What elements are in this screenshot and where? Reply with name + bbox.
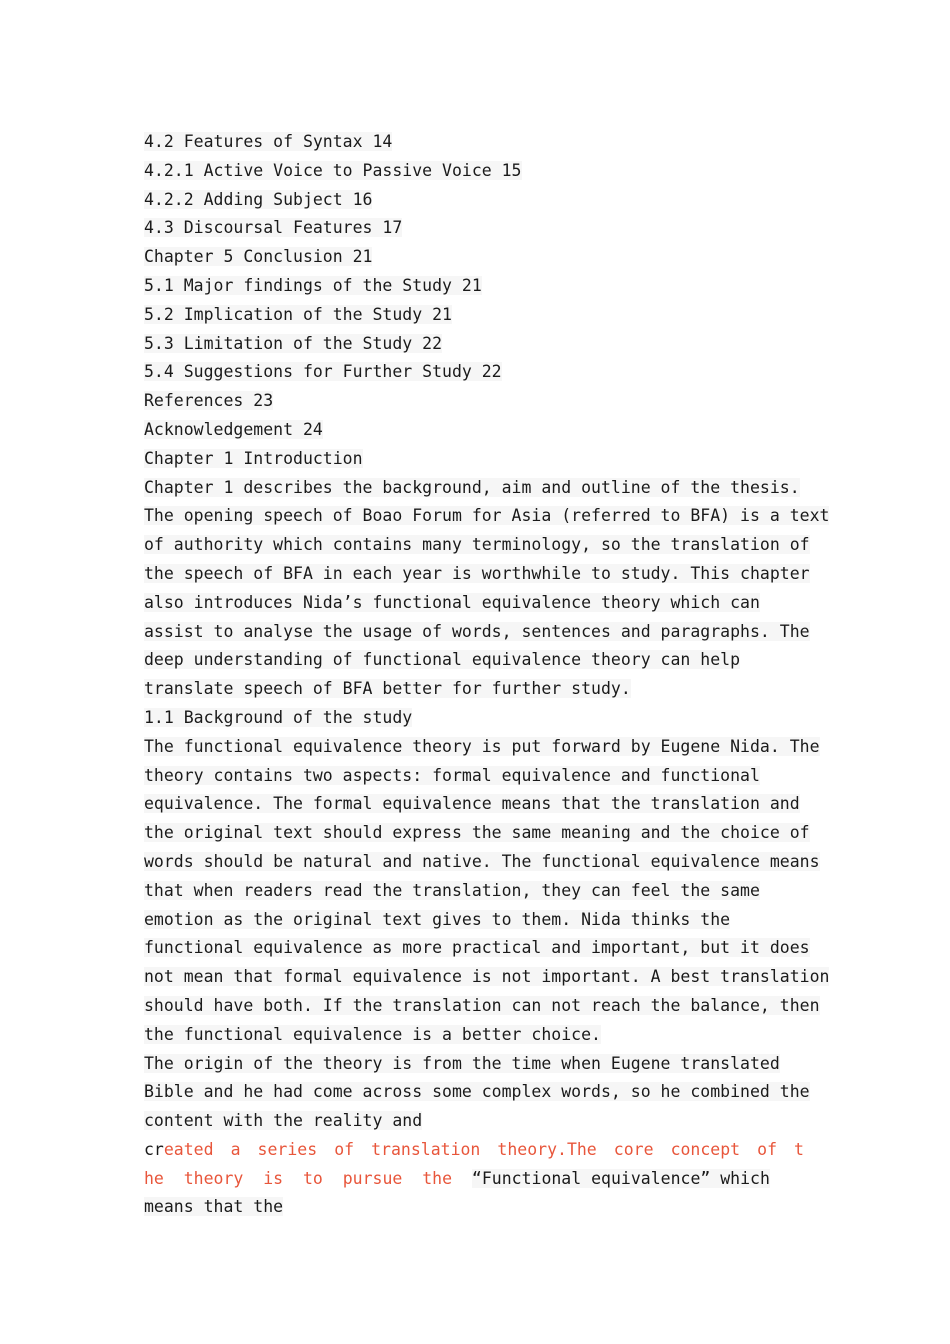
text-line: content with the reality and bbox=[144, 1111, 423, 1131]
highlighted-word: of bbox=[334, 1139, 355, 1159]
text-line: Bible and he had come across some complex words, so he combined the bbox=[144, 1082, 810, 1102]
highlighted-word: eated bbox=[163, 1139, 214, 1159]
text-line: assist to analyse the usage of words, sentences and paragraphs. The bbox=[144, 621, 810, 641]
chapter-heading: Chapter 1 Introduction bbox=[144, 448, 363, 468]
toc-entry: References 23 bbox=[144, 391, 274, 411]
text-line: The origin of the theory is from the time when Eugene translated bbox=[144, 1053, 780, 1073]
plain-text-prefix: cr bbox=[144, 1139, 164, 1159]
text-line: of authority which contains many terminology, so the translation of bbox=[144, 535, 810, 555]
highlighted-word: concept bbox=[670, 1139, 741, 1159]
highlighted-line-2 bbox=[144, 1165, 816, 1194]
highlighted-word: core bbox=[613, 1139, 654, 1159]
text-line: deep understanding of functional equivalence theory can help bbox=[144, 650, 741, 670]
plain-text-suffix: “Functional equivalence” which bbox=[471, 1168, 770, 1188]
text-line: words should be natural and native. The functional equivalence means bbox=[144, 851, 820, 871]
highlighted-word: is bbox=[263, 1168, 284, 1188]
highlighted-word: he bbox=[144, 1168, 164, 1188]
highlighted-word: a bbox=[230, 1139, 241, 1159]
highlighted-word: theory bbox=[183, 1168, 244, 1188]
highlighted-word: the bbox=[422, 1168, 453, 1188]
highlighted-word: theory.The bbox=[497, 1139, 597, 1159]
text-line: that when readers read the translation, they can feel the same bbox=[144, 880, 760, 900]
text-line: not mean that formal equivalence is not important. A best translation bbox=[144, 967, 830, 987]
highlighted-word: t bbox=[794, 1139, 804, 1159]
toc-entry: 4.2 Features of Syntax 14 bbox=[144, 132, 393, 151]
highlighted-word-group-1 bbox=[144, 1136, 214, 1165]
table-of-contents bbox=[144, 128, 816, 445]
toc-entry: Acknowledgement 24 bbox=[144, 419, 323, 439]
toc-entry: 4.2.1 Active Voice to Passive Voice 15 bbox=[144, 160, 522, 180]
background-paragraph bbox=[144, 733, 830, 1136]
toc-entry: 5.4 Suggestions for Further Study 22 bbox=[144, 362, 502, 382]
toc-entry: 5.1 Major findings of the Study 21 bbox=[144, 275, 482, 295]
text-line: Chapter 1 describes the background, aim and outline of the thesis. bbox=[144, 477, 800, 497]
text-line: translate speech of BFA better for further study. bbox=[144, 679, 631, 699]
highlighted-word: pursue bbox=[342, 1168, 403, 1188]
highlighted-word: series bbox=[257, 1139, 318, 1159]
toc-entry: 5.2 Implication of the Study 21 bbox=[144, 304, 452, 324]
section-heading: 1.1 Background of the study bbox=[144, 707, 413, 727]
text-line: the speech of BFA in each year is worthwhile to study. This chapter bbox=[144, 563, 810, 583]
text-line: theory contains two aspects: formal equivalence and functional bbox=[144, 765, 760, 785]
text-line: The functional equivalence theory is put forward by Eugene Nida. The bbox=[144, 736, 820, 756]
text-line: The opening speech of Boao Forum for Asia (referred to BFA) is a text bbox=[144, 506, 830, 526]
toc-entry: Chapter 5 Conclusion 21 bbox=[144, 247, 373, 267]
intro-paragraph bbox=[144, 474, 830, 704]
text-line: should have both. If the translation can not reach the balance, then bbox=[144, 995, 820, 1015]
highlighted-word: to bbox=[302, 1168, 323, 1188]
toc-entry: 5.3 Limitation of the Study 22 bbox=[144, 333, 443, 353]
text-line: means that the bbox=[144, 1197, 284, 1217]
highlighted-word: of bbox=[757, 1139, 778, 1159]
highlighted-line-1 bbox=[144, 1136, 804, 1165]
text-line: equivalence. The formal equivalence means that the translation and bbox=[144, 794, 800, 814]
text-line: emotion as the original text gives to them. Nida thinks the bbox=[144, 909, 731, 929]
text-line: functional equivalence as more practical and important, but it does bbox=[144, 938, 810, 958]
document-page bbox=[144, 128, 830, 1222]
text-line: the functional equivalence is a better choice. bbox=[144, 1024, 601, 1044]
text-line: the original text should express the same meaning and the choice of bbox=[144, 823, 810, 843]
toc-entry: 4.2.2 Adding Subject 16 bbox=[144, 189, 373, 209]
text-line: also introduces Nida’s functional equivalence theory which can bbox=[144, 592, 760, 612]
toc-entry: 4.3 Discoursal Features 17 bbox=[144, 218, 403, 238]
highlighted-word: translation bbox=[371, 1139, 481, 1159]
